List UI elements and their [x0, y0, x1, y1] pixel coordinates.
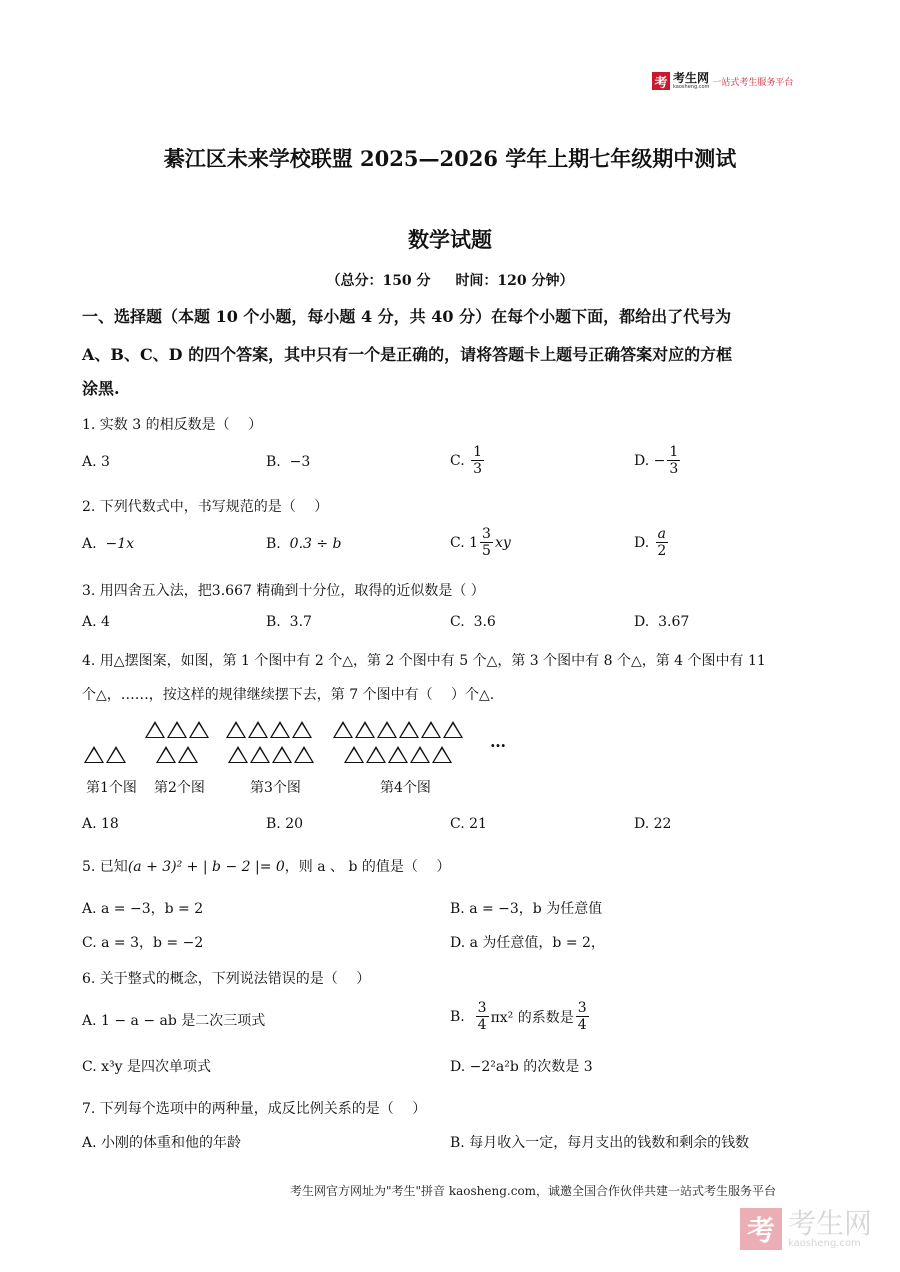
- section-heading-line1: 一、选择题（本题 10 个小题，每小题 4 分，共 40 分）在每个小题下面，都给出了代号为: [82, 307, 732, 326]
- fraction: $\frac{3}{4}$: [577, 1000, 587, 1033]
- q3-stem: 3. 用四舍五入法，把3.667 精确到十分位，取得的近似数是（ ）: [82, 583, 485, 599]
- section-heading-line2: A、B、C、D 的四个答案，其中只有一个是正确的，请将答题卡上题号正确答案对应的方框: [82, 345, 733, 364]
- footer-text: 考生网官方网址为"考生"拼音 kaosheng.com，诚邀全国合作伙伴共建一站式考生服务平台: [290, 1184, 777, 1198]
- triangle-icon: [388, 746, 408, 763]
- exam-time: 时间：120 分钟）: [455, 273, 574, 289]
- figure-2-top: [145, 721, 209, 738]
- total-score: （总分：150 分: [326, 273, 431, 289]
- watermark-logo-icon: 考: [740, 1208, 782, 1250]
- q4-stem-line2: 个△，……，按这样的规律继续摆下去，第 7 个图中有（ ）个△.: [82, 687, 495, 703]
- triangle-icon: [248, 721, 268, 738]
- fraction: $\frac{a}{2}$: [657, 526, 667, 559]
- q5-option-d: D. a 为任意值，b = 2，: [450, 935, 605, 951]
- q2-option-d: D. $\frac{a}{2}$: [634, 526, 667, 559]
- figure-caption-2: 第2个图: [154, 780, 205, 796]
- q6-option-c: C. x³y 是四次单项式: [82, 1059, 211, 1075]
- q1-stem: 1. 实数 3 的相反数是（ ）: [82, 417, 263, 433]
- q4-option-a: A. 18: [82, 816, 119, 832]
- exam-title: 綦江区未来学校联盟 2025—2026 学年上期七年级期中测试: [163, 146, 737, 171]
- triangle-icon: [84, 746, 104, 763]
- figure-3-top: [226, 721, 312, 738]
- triangle-icon: [189, 721, 209, 738]
- section-heading-line3: 涂黑.: [82, 379, 120, 398]
- q4-option-c: C. 21: [450, 816, 487, 832]
- q7-option-a: A. 小刚的体重和他的年龄: [82, 1135, 242, 1151]
- figure-caption-4: 第4个图: [380, 780, 431, 796]
- q3-option-d: D. 3.67: [634, 614, 690, 630]
- brand-name: 考生网: [673, 71, 710, 85]
- figure-4-top: [333, 721, 463, 738]
- q3-option-b: B. 3.7: [266, 614, 312, 630]
- brand-logo-icon: 考: [652, 72, 670, 90]
- brand-logo: [652, 72, 793, 90]
- q1-option-d: D. − $\frac{1}{3}$: [634, 444, 679, 477]
- figure-4-bottom: [344, 746, 452, 763]
- exam-subtitle: 数学试题: [408, 227, 492, 252]
- triangle-icon: [421, 721, 441, 738]
- triangle-icon: [226, 721, 246, 738]
- triangle-icon: [294, 746, 314, 763]
- q1-option-c: C. $\frac{1}{3}$: [450, 444, 483, 477]
- q6-option-d: D. −2²a²b 的次数是 3: [450, 1059, 593, 1075]
- triangle-icon: [228, 746, 248, 763]
- exam-meta: [0, 270, 900, 290]
- q2-option-c: C. 1 $\frac{3}{5}$ xy: [450, 526, 511, 559]
- triangle-icon: [167, 721, 187, 738]
- q4-option-d: D. 22: [634, 816, 672, 832]
- triangle-icon: [377, 721, 397, 738]
- triangle-icon: [366, 746, 386, 763]
- triangle-icon: [145, 721, 165, 738]
- q2-option-a: A. −1x: [82, 536, 135, 552]
- fraction: $\frac{1}{3}$: [669, 444, 679, 477]
- fraction: $\frac{1}{3}$: [473, 444, 483, 477]
- q5-option-b: B. a = −3，b 为任意值: [450, 901, 603, 917]
- q2-stem: 2. 下列代数式中，书写规范的是（ ）: [82, 499, 329, 515]
- q1-option-b: B. −3: [266, 454, 311, 470]
- q5-option-a: A. a = −3，b = 2: [82, 901, 204, 917]
- triangle-icon: [410, 746, 430, 763]
- watermark-url: kaosheng.com: [787, 1237, 861, 1249]
- triangle-icon: [333, 721, 353, 738]
- triangle-icon: [272, 746, 292, 763]
- q4-option-b: B. 20: [266, 816, 304, 832]
- fraction: $\frac{3}{4}$: [477, 1000, 487, 1033]
- q2-option-b: B. 0.3 ÷ b: [266, 536, 342, 552]
- triangle-icon: [270, 721, 290, 738]
- triangle-icon: [250, 746, 270, 763]
- triangle-icon: [432, 746, 452, 763]
- brand-url: kaosheng.com: [673, 84, 710, 90]
- fraction: $\frac{3}{5}$: [482, 526, 491, 559]
- q6-option-b: B. $\frac{3}{4}$ πx² 的系数是 $\frac{3}{4}$: [450, 1000, 587, 1033]
- q7-stem: 7. 下列每个选项中的两种量，成反比例关系的是（ ）: [82, 1101, 427, 1117]
- watermark: [740, 1208, 872, 1250]
- triangle-icon: [106, 746, 126, 763]
- figure-caption-1: 第1个图: [86, 780, 137, 796]
- triangle-icon: [344, 746, 364, 763]
- triangle-icon: [355, 721, 375, 738]
- triangle-icon: [292, 721, 312, 738]
- q4-stem-line1: 4. 用△摆图案，如图，第 1 个图中有 2 个△，第 2 个图中有 5 个△，第 3 个图中有 8 个△，第 4 个图中有 11: [82, 653, 766, 669]
- figure-1: [84, 746, 126, 763]
- q7-option-b: B. 每月收入一定，每月支出的钱数和剩余的钱数: [450, 1135, 750, 1151]
- figure-caption-3: 第3个图: [250, 780, 301, 796]
- triangle-icon: [399, 721, 419, 738]
- q5-stem: 5. 已知(a + 3)² + | b − 2 |= 0，则 a 、 b 的值是（ ）: [82, 859, 451, 875]
- brand-slogan: 一站式考生服务平台: [712, 77, 794, 88]
- watermark-name: 考生网: [787, 1206, 872, 1240]
- triangle-icon: [178, 746, 198, 763]
- figure-ellipsis: …: [490, 732, 506, 751]
- q6-option-a: A. 1 − a − ab 是二次三项式: [82, 1013, 266, 1029]
- q5-option-c: C. a = 3，b = −2: [82, 935, 204, 951]
- triangle-icon: [443, 721, 463, 738]
- q3-option-c: C. 3.6: [450, 614, 496, 630]
- triangle-icon: [156, 746, 176, 763]
- q1-option-a: A. 3: [82, 454, 110, 470]
- q3-option-a: A. 4: [82, 614, 110, 630]
- figure-2-bottom: [156, 746, 198, 763]
- figure-3-bottom: [228, 746, 314, 763]
- q6-stem: 6. 关于整式的概念，下列说法错误的是（ ）: [82, 971, 371, 987]
